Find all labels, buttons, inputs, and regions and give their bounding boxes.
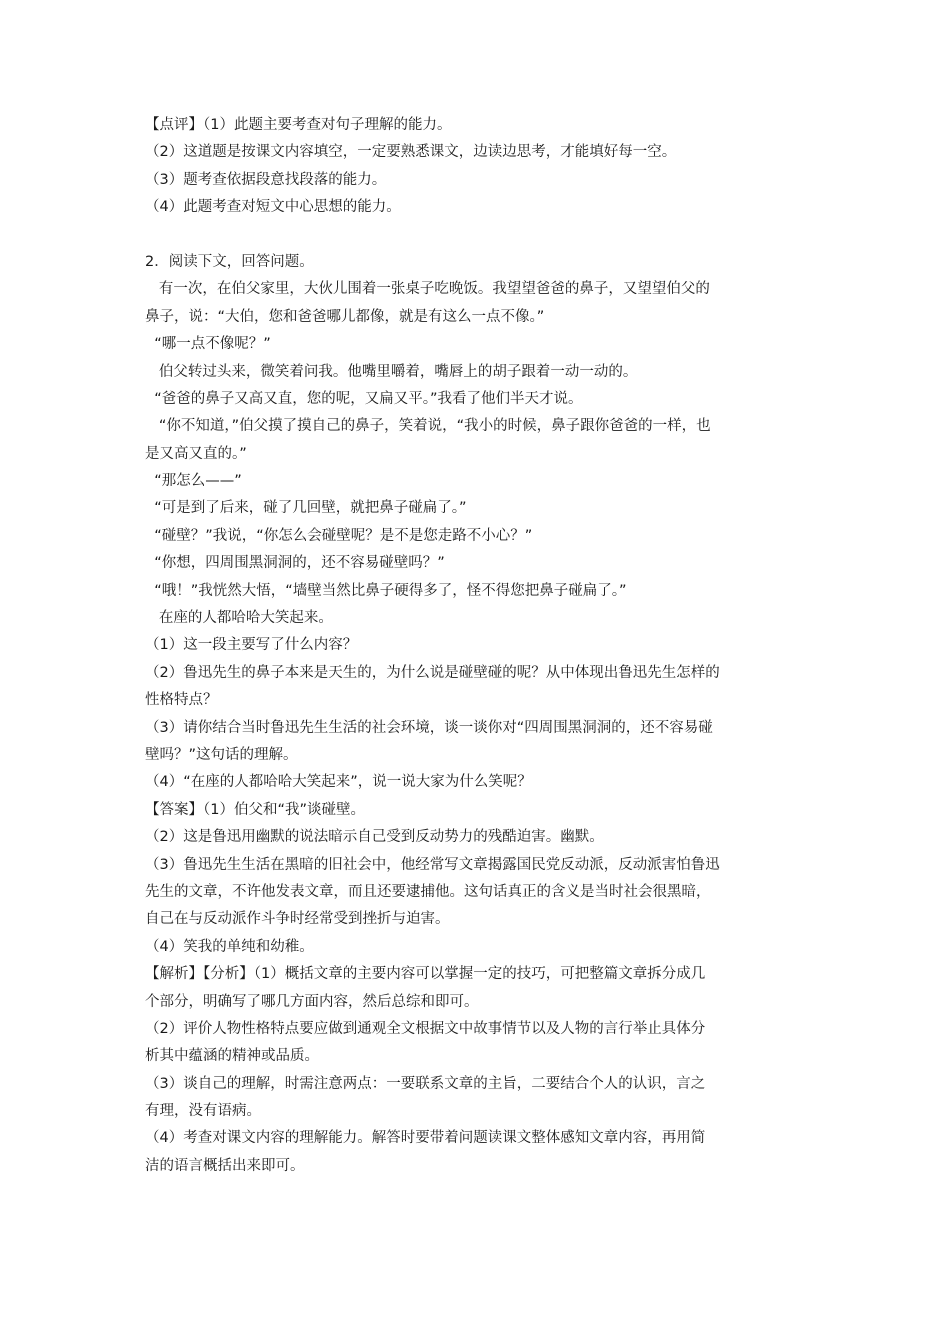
analysis-line: （4）考查对课文内容的理解能力。解答时要带着问题读课文整体感知文章内容，再用简	[145, 1130, 706, 1147]
passage-line: “你不知道，”伯父摸了摸自己的鼻子，笑着说，“我小的时候，鼻子跟你爸爸的一样，也	[145, 418, 711, 435]
passage-line: 在座的人都哈哈大笑起来。	[145, 610, 333, 627]
document-page	[145, 112, 809, 1180]
passage-line: “你想，四周围黑洞洞的，还不容易碰壁吗？”	[145, 555, 445, 572]
passage-line: “那怎么——”	[145, 473, 242, 490]
review-line: （4）此题考查对短文中心思想的能力。	[145, 199, 401, 216]
answer-line: 自己在与反动派作斗争时经常受到挫折与迫害。	[145, 911, 450, 928]
passage-line: 是又高又直的。”	[145, 445, 247, 462]
sub-question-line: 壁吗？”这句话的理解。	[145, 746, 298, 763]
passage-line: “可是到了后来，碰了几回壁，就把鼻子碰扁了。”	[145, 500, 467, 517]
analysis-line: 个部分，明确写了哪几方面内容，然后总综和即可。	[145, 993, 479, 1010]
sub-question-line: （1）这一段主要写了什么内容？	[145, 637, 358, 654]
passage-line: “哪一点不像呢？”	[145, 336, 271, 353]
analysis-line: 【解析】【分析】（1）概括文章的主要内容可以掌握一定的技巧，可把整篇文章拆分成几	[145, 966, 706, 983]
passage-line: 有一次，在伯父家里，大伙儿围着一张桌子吃晚饭。我望望爸爸的鼻子，又望望伯父的	[145, 281, 710, 298]
sub-question-line: 性格特点？	[145, 692, 218, 709]
sub-question-line: （3）请你结合当时鲁迅先生生活的社会环境，谈一谈你对“四周围黑洞洞的，还不容易碰	[145, 719, 713, 736]
answer-line: （3）鲁迅先生生活在黑暗的旧社会中，他经常写文章揭露国民党反动派，反动派害怕鲁迅	[145, 856, 720, 873]
analysis-line: （3）谈自己的理解，时需注意两点：一要联系文章的主旨，二要结合个人的认识，言之	[145, 1075, 706, 1092]
analysis-line: （2）评价人物性格特点要应做到通观全文根据文中故事情节以及人物的言行举止具体分	[145, 1020, 706, 1037]
section-gap	[145, 222, 809, 249]
sub-question-line: （2）鲁迅先生的鼻子本来是天生的，为什么说是碰壁碰的呢？从中体现出鲁迅先生怎样的	[145, 664, 720, 681]
analysis-line: 析其中蕴涵的精神或品质。	[145, 1048, 319, 1065]
answer-line: 先生的文章，不许他发表文章，而且还要逮捕他。这句话真正的含义是当时社会很黑暗，	[145, 883, 711, 900]
passage-line: “碰壁？”我说，“你怎么会碰壁呢？是不是您走路不小心？”	[145, 527, 533, 544]
analysis-line: 有理，没有语病。	[145, 1103, 261, 1120]
review-section	[145, 112, 809, 222]
review-line: （2）这道题是按课文内容填空，一定要熟悉课文，边读边思考，才能填好每一空。	[145, 144, 677, 161]
answer-line: （4）笑我的单纯和幼稚。	[145, 938, 314, 955]
passage-line: “爸爸的鼻子又高又直，您的呢，又扁又平。”我看了他们半天才说。	[145, 390, 583, 407]
review-line: 【点评】（1）此题主要考查对句子理解的能力。	[145, 117, 452, 133]
question-2-section	[145, 249, 809, 1180]
passage-line: “哦！”我恍然大悟，“墙壁当然比鼻子硬得多了，怪不得您把鼻子碰扁了。”	[145, 582, 627, 599]
sub-question-line: （4）“在座的人都哈哈大笑起来”，说一说大家为什么笑呢？	[145, 774, 532, 791]
review-line: （3）题考查依据段意找段落的能力。	[145, 171, 387, 188]
analysis-line: 洁的语言概括出来即可。	[145, 1157, 305, 1174]
answer-line: 【答案】（1）伯父和“我”谈碰壁。	[145, 801, 365, 818]
passage-line: 伯父转过头来，微笑着问我。他嘴里嚼着，嘴唇上的胡子跟着一动一动的。	[145, 363, 638, 380]
answer-line: （2）这是鲁迅用幽默的说法暗示自己受到反动势力的残酷迫害。幽默。	[145, 829, 604, 846]
question-heading: 2．阅读下文，回答问题。	[145, 253, 314, 270]
passage-line: 鼻子，说：“大伯，您和爸爸哪儿都像，就是有这么一点不像。”	[145, 308, 545, 325]
